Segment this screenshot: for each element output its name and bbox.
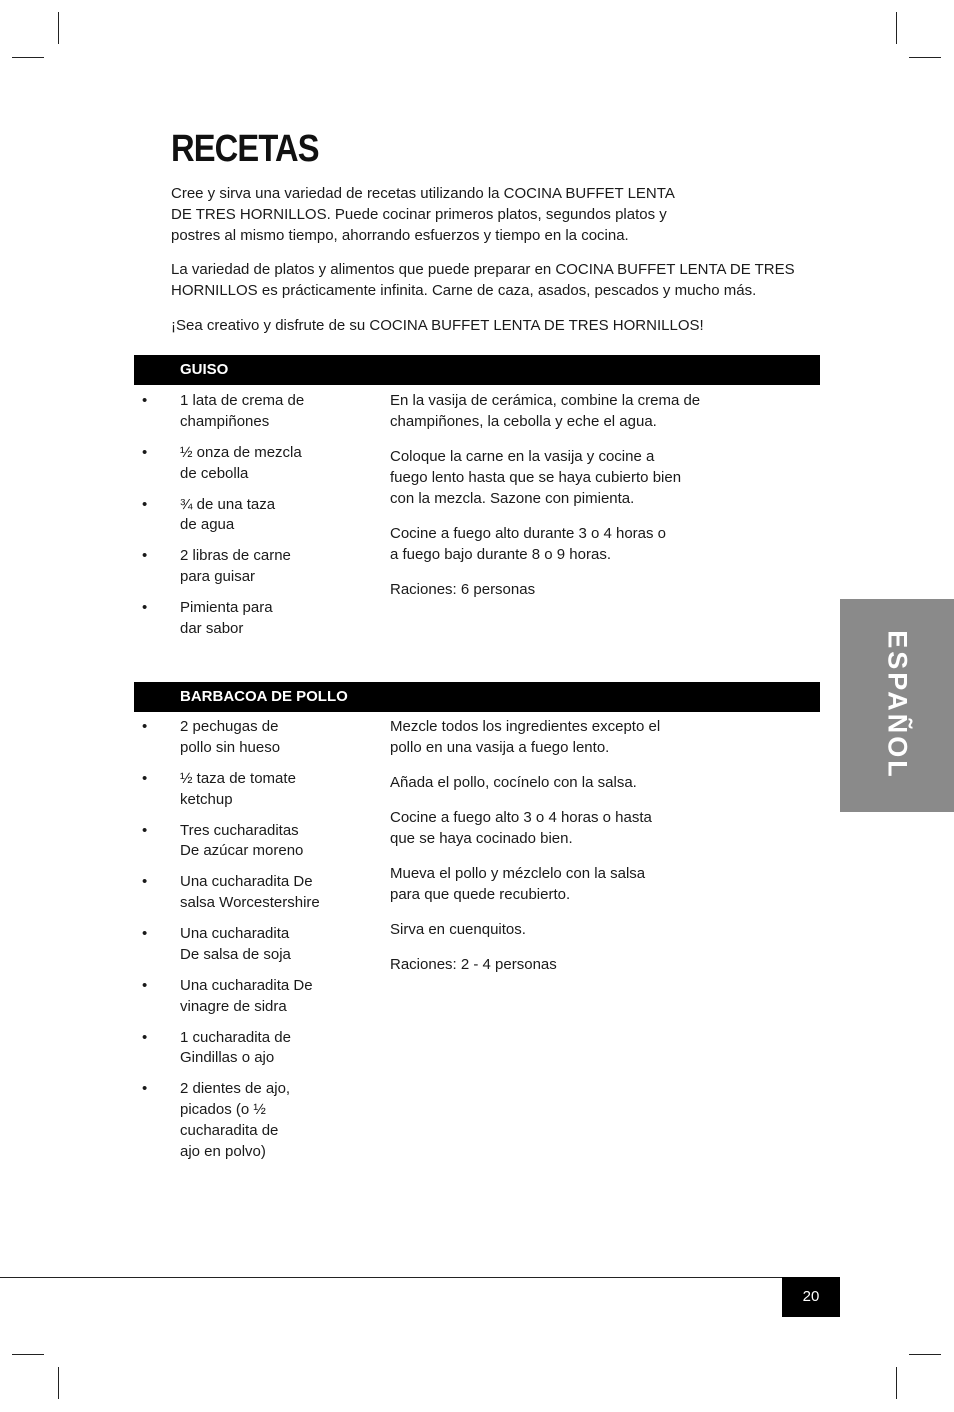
list-item xyxy=(134,546,354,588)
intro-paragraph: ¡Sea creativo y disfrute de su COCINA BUFFET LENTA DE TRES HORNILLOS! xyxy=(171,317,704,334)
ingredient-text: 2 pechugas de pollo sin hueso xyxy=(180,718,281,756)
ingredient-text: 2 dientes de ajo, picados (o ½ cucharadita de ajo en polvo) xyxy=(180,1080,291,1160)
list-item xyxy=(134,1079,354,1162)
ingredient-text: Pimienta para dar sabor xyxy=(180,599,273,637)
instruction-step: Mezcle todos los ingredientes excepto el pollo en una vasija a fuego lento. xyxy=(390,718,661,756)
bullet: • xyxy=(142,976,148,994)
crop-mark xyxy=(909,57,941,58)
instruction-step: Mueva el pollo y mézclelo con la salsa para que quede recubierto. xyxy=(390,865,646,903)
instruction-step: Añada el pollo, cocínelo con la salsa. xyxy=(390,773,637,791)
bullet: • xyxy=(142,925,148,943)
crop-mark xyxy=(12,57,44,58)
ingredient-text: 2 libras de carne para guisar xyxy=(180,547,291,586)
language-tab-label: ESPAÑOL xyxy=(882,630,913,780)
page-title: RECETAS xyxy=(171,128,319,170)
list-item xyxy=(134,598,354,640)
list-item xyxy=(134,717,354,759)
bullet: • xyxy=(142,443,148,461)
footer-rule xyxy=(0,1277,840,1278)
crop-mark xyxy=(58,1367,59,1399)
ingredient-list xyxy=(134,717,354,1173)
instruction-step: Coloque la carne en la vasija y cocine a fuego lento hasta que se haya cubierto bien con la mezcla. Sazone con pimienta. xyxy=(390,447,682,507)
ingredient-text: Una cucharadita De salsa Worcestershire xyxy=(180,873,320,912)
instructions xyxy=(390,391,730,615)
bullet: • xyxy=(142,547,148,565)
crop-mark xyxy=(896,12,897,44)
crop-mark xyxy=(58,12,59,44)
page-number: 20 xyxy=(782,1277,840,1317)
list-item xyxy=(134,1028,354,1070)
instruction-step: Raciones: 2 - 4 personas xyxy=(390,956,557,974)
bullet: • xyxy=(142,1028,148,1046)
ingredient-text: Una cucharadita De salsa de soja xyxy=(180,925,291,963)
list-item xyxy=(134,443,354,485)
ingredient-text: 1 lata de crema de champiñones xyxy=(180,392,305,430)
list-item xyxy=(134,391,354,433)
list-item xyxy=(134,976,354,1018)
crop-mark xyxy=(896,1367,897,1399)
instruction-step: En la vasija de cerámica, combine la crema de champiñones, la cebolla y eche el agua. xyxy=(390,392,701,430)
bullet: • xyxy=(142,599,148,617)
intro-paragraph: La variedad de platos y alimentos que puede preparar en COCINA BUFFET LENTA DE TRES HORNILLOS es prácticamente infinita. Carne de caza, asados, pescados y mucho más. xyxy=(171,261,795,299)
bullet: • xyxy=(142,769,148,787)
instruction-step: Sirva en cuenquitos. xyxy=(390,921,526,939)
list-item xyxy=(134,769,354,811)
instruction-step: Raciones: 6 personas xyxy=(390,580,536,598)
list-item xyxy=(134,924,354,966)
crop-mark xyxy=(12,1354,44,1355)
instructions xyxy=(390,717,730,991)
list-item xyxy=(134,872,354,914)
bullet: • xyxy=(142,873,148,891)
bullet: • xyxy=(142,821,148,839)
bullet: • xyxy=(142,495,148,513)
ingredient-text: Una cucharadita De vinagre de sidra xyxy=(180,976,313,1015)
instruction-step: Cocine a fuego alto 3 o 4 horas o hasta que se haya cocinado bien. xyxy=(390,809,652,847)
bullet: • xyxy=(142,392,148,409)
list-item xyxy=(134,821,354,863)
ingredient-text: 1 cucharadita de Gindillas o ajo xyxy=(180,1028,291,1067)
language-tab xyxy=(840,599,954,812)
ingredient-list xyxy=(134,391,354,650)
ingredient-text: ½ taza de tomate ketchup xyxy=(180,769,296,808)
recipe-header: GUISO xyxy=(134,355,820,385)
crop-mark xyxy=(909,1354,941,1355)
recipe-header: BARBACOA DE POLLO xyxy=(134,682,820,712)
ingredient-text: ½ onza de mezcla de cebolla xyxy=(180,443,302,482)
instruction-step: Cocine a fuego alto durante 3 o 4 horas o a fuego bajo durante 8 o 9 horas. xyxy=(390,524,667,563)
list-item xyxy=(134,495,354,537)
bullet: • xyxy=(142,1080,148,1098)
bullet: • xyxy=(142,718,148,735)
ingredient-text: ¾ de una taza de agua xyxy=(180,495,276,534)
intro-paragraph: Cree y sirva una variedad de recetas utilizando la COCINA BUFFET LENTA DE TRES HORNILLOS. Puede cocinar primeros platos, segundos platos y postres al mismo tiempo, ahorrando esfuerzos y tiempo en la cocina. xyxy=(171,185,675,244)
ingredient-text: Tres cucharaditas De azúcar moreno xyxy=(180,821,304,860)
